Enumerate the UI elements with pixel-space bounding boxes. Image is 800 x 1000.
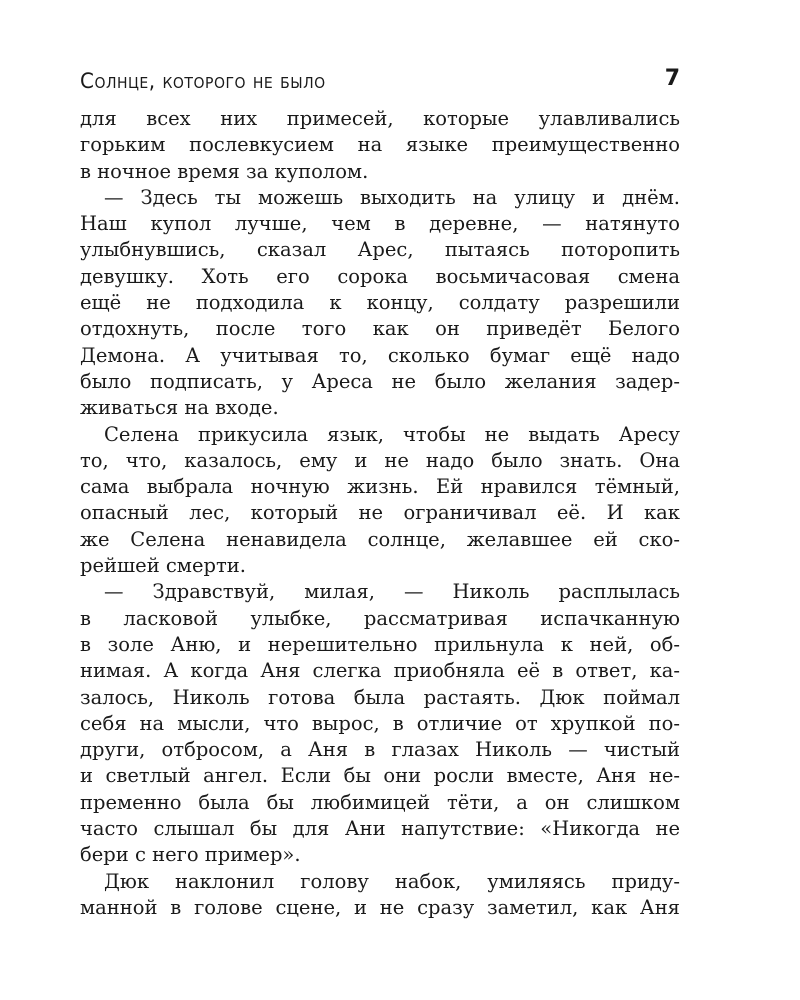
text-line: Демона. А учитывая то, сколько бумаг ещё надо — [80, 343, 680, 367]
text-line: в золе Аню, и нерешительно прильнула к ней, об- — [80, 632, 680, 656]
text-line: в ласковой улыбке, рассматривая испачканную — [80, 606, 680, 630]
text-line: Наш купол лучше, чем в деревне, — натянуто — [80, 212, 680, 236]
page-number: 7 — [664, 66, 680, 91]
text-line: себя на мысли, что вырос, в отличие от хрупкой по- — [80, 711, 680, 735]
text-line: Селена прикусила язык, чтобы не выдать Аресу — [104, 422, 680, 446]
text-line: часто слышал бы для Ани напутствие: «Никогда не — [80, 817, 680, 841]
text-line: было подписать, у Ареса не было желания задер- — [80, 369, 680, 393]
text-line: живаться на входе. — [80, 396, 279, 420]
text-line: и светлый ангел. Если бы они росли вместе, Аня не- — [80, 764, 680, 788]
text-line: Дюк наклонил голову набок, умиляясь приду- — [104, 869, 680, 893]
text-line: други, отбросом, а Аня в глазах Николь — чистый — [80, 738, 680, 762]
text-line: бери с него пример». — [80, 843, 301, 867]
text-line: ещё не подходила к концу, солдату разрешили — [80, 291, 680, 315]
text-line: девушку. Хоть его сорока восьмичасовая смена — [80, 264, 680, 288]
text-line: улыбнувшись, сказал Арес, пытаясь поторопить — [80, 238, 680, 262]
text-line: в ночное время за куполом. — [80, 159, 369, 183]
text-line: сама выбрала ночную жизнь. Ей нравился тёмный, — [80, 475, 680, 499]
text-line: же Селена ненавидела солнце, желавшее ей ско- — [80, 527, 680, 551]
text-line: — Здравствуй, милая, — Николь расплылась — [104, 580, 680, 604]
text-line: пременно была бы любимицей тёти, а он слишком — [80, 790, 680, 814]
text-line: — Здесь ты можешь выходить на улицу и днём. — [104, 185, 680, 209]
page-header — [80, 66, 680, 102]
text-line: то, что, казалось, ему и не надо было знать. Она — [80, 448, 680, 472]
text-line: отдохнуть, после того как он приведёт Белого — [80, 317, 680, 341]
body-text — [80, 106, 680, 921]
text-line: для всех них примесей, которые улавливались — [80, 107, 680, 130]
text-line: манной в голове сцене, и не сразу заметил, как Аня — [80, 895, 680, 919]
text-line: залось, Николь готова была растаять. Дюк поймал — [80, 685, 680, 709]
text-line: горьким послевкусием на языке преимущественно — [80, 133, 680, 157]
text-line: нимая. А когда Аня слегка приобняла её в ответ, ка- — [80, 659, 680, 683]
running-title: Солнце, которого не было — [80, 68, 326, 94]
text-line: рейшей смерти. — [80, 554, 246, 578]
text-line: опасный лес, который не ограничивал её. И как — [80, 501, 680, 525]
